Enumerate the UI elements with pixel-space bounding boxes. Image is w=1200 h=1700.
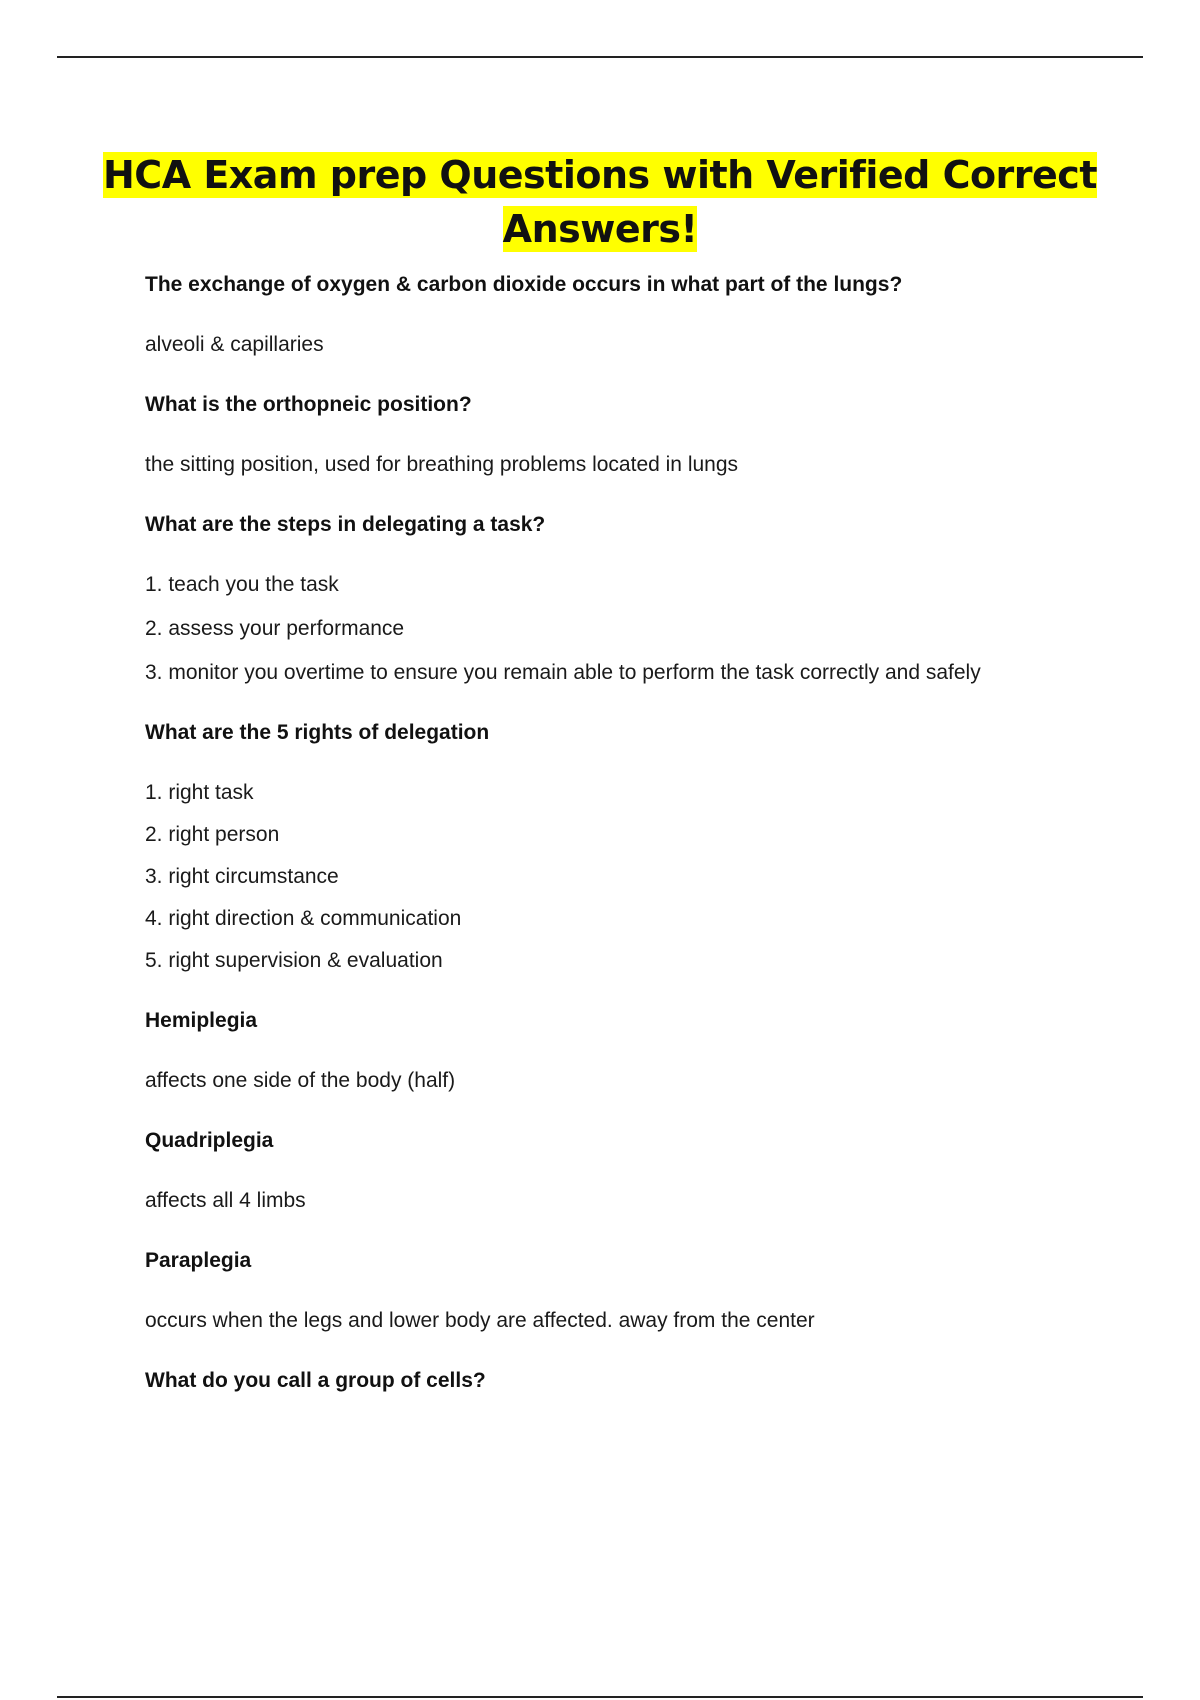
bottom-rule <box>57 1696 1143 1698</box>
question: What do you call a group of cells? <box>145 1369 486 1392</box>
qa-list <box>145 272 1145 1428</box>
answer: occurs when the legs and lower body are affected. away from the center <box>145 1309 815 1332</box>
top-rule <box>57 56 1143 58</box>
qa-item <box>145 1248 1145 1334</box>
answer-list-item: 5. right supervision & evaluation <box>145 949 443 972</box>
answer-list-item: 1. right task <box>145 781 254 804</box>
question: Quadriplegia <box>145 1129 274 1152</box>
answer-list-item: 4. right direction & communication <box>145 907 462 930</box>
title-line-2: Answers! <box>502 207 698 251</box>
question: What are the steps in delegating a task? <box>145 513 546 536</box>
answer-list-item: 3. monitor you overtime to ensure you remain able to perform the task correctly and safely <box>145 661 981 684</box>
qa-item <box>145 392 1145 478</box>
qa-item <box>145 1368 1145 1394</box>
question: Hemiplegia <box>145 1009 258 1032</box>
qa-item <box>145 512 1145 686</box>
answer: affects all 4 limbs <box>145 1189 306 1212</box>
question: The exchange of oxygen & carbon dioxide occurs in what part of the lungs? <box>145 273 903 296</box>
answer-list-item: 2. assess your performance <box>145 617 405 640</box>
answer: the sitting position, used for breathing problems located in lungs <box>145 453 739 476</box>
answer-list <box>145 780 1145 974</box>
question: What is the orthopneic position? <box>145 393 472 416</box>
qa-item <box>145 720 1145 974</box>
answer-list-item: 3. right circumstance <box>145 865 339 888</box>
answer-list-item: 1. teach you the task <box>145 573 339 596</box>
answer: alveoli & capillaries <box>145 333 324 356</box>
qa-item <box>145 1128 1145 1214</box>
answer: affects one side of the body (half) <box>145 1069 456 1092</box>
title-line-1: HCA Exam prep Questions with Verified Correct <box>103 153 1097 197</box>
answer-list <box>145 572 1145 686</box>
qa-item <box>145 1008 1145 1094</box>
qa-item <box>145 272 1145 358</box>
document-title <box>60 148 1140 256</box>
question: What are the 5 rights of delegation <box>145 721 490 744</box>
question: Paraplegia <box>145 1249 252 1272</box>
answer-list-item: 2. right person <box>145 823 280 846</box>
